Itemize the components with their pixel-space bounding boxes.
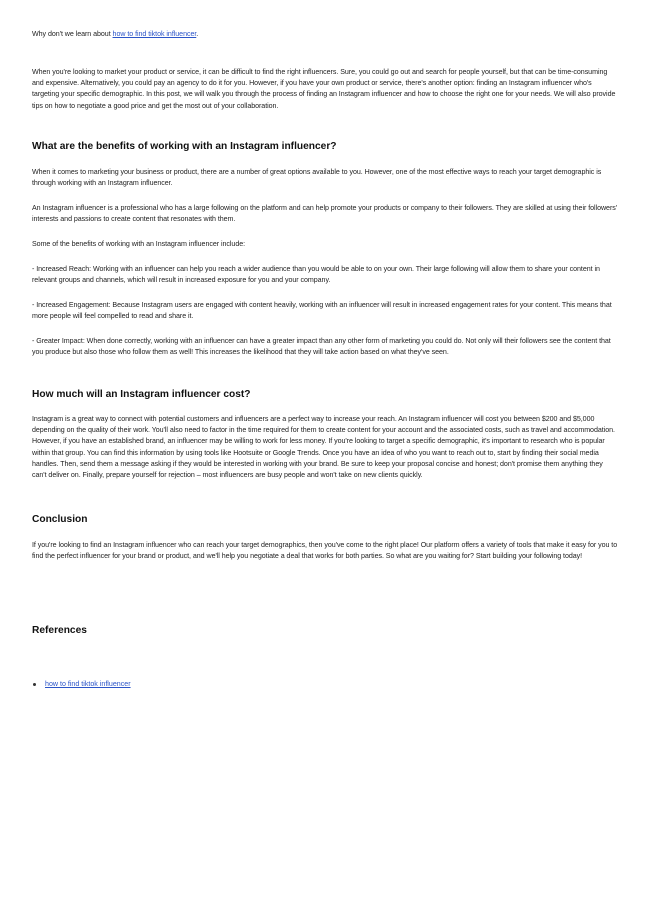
intro-paragraph: When you're looking to market your product or service, it can be difficult to find the right influencers. Sure, you could go out and search for people yourself, but that can be time-consuming and expensive. Alternatively, you could pay an agency to do it for you. However, if you have your own product or service, there's another option: finding an Instagram influencer who's targeting your specific demographic. In this post, we will walk you through the process of finding an Instagram influencer and how to choose the right one for your needs. We will also provide tips on how to negotiate a good price and get the most out of your collaboration. — [32, 68, 616, 110]
benefit-engagement: - Increased Engagement: Because Instagram users are engaged with content heavily, working with an influencer will result in increased engagement rates for your content. This means that more people will feel compelled to read and share it. — [32, 301, 612, 321]
intro-link[interactable]: how to find tiktok influencer — [112, 30, 197, 38]
reference-item — [32, 679, 131, 690]
reference-link[interactable]: how to find tiktok influencer — [45, 680, 131, 688]
cost-heading: How much will an Instagram influencer cost? — [32, 389, 251, 400]
conclusion-heading: Conclusion — [32, 514, 88, 525]
benefits-heading: What are the benefits of working with an Instagram influencer? — [32, 141, 337, 152]
references-list — [32, 679, 131, 690]
bullet-icon — [33, 683, 36, 686]
benefits-paragraph-2: An Instagram influencer is a professional who has a large following on the platform and can help promote your products or company to their followers. They are skilled at using their followers' interests and passions to create content that resonates with them. — [32, 204, 618, 224]
intro-prefix: Why don't we learn about — [32, 30, 113, 38]
benefit-impact: - Greater Impact: When done correctly, working with an influencer can have a greater impact than any other form of marketing you could do. Not only will their followers see the content that you produce but also those who follow them as well! This increases the likelihood that they will take action based on what they've seen. — [32, 337, 611, 357]
conclusion-paragraph: If you're looking to find an Instagram influencer who can reach your target demographics, then you've come to the right place! Our platform offers a variety of tools that make it easy for you to find the perfect influencer for your brand or product, and we'll help you negotiate a deal that works for both parties. So what are you waiting for? Start building your following today! — [32, 541, 618, 561]
benefits-paragraph-3: Some of the benefits of working with an Instagram influencer include: — [32, 240, 246, 248]
benefits-paragraph-1: When it comes to marketing your business or product, there are a number of great options available to you. However, one of the most effective ways to reach your target demographic is through working with an Instagram influencer. — [32, 168, 602, 188]
references-heading: References — [32, 625, 87, 636]
benefit-reach: - Increased Reach: Working with an influencer can help you reach a wider audience than you would be able to on your own. Their large following will allow them to share your content in relevant groups and channels, which will result in increased exposure for you and your company. — [32, 265, 600, 285]
intro-suffix: . — [196, 30, 199, 38]
intro-line — [32, 29, 618, 40]
cost-paragraph: Instagram is a great way to connect with potential customers and influencers are a perfect way to increase your reach. An Instagram influencer will cost you between $200 and $5,000 depending on the quality of their work. You'll also need to factor in the time required for them to create content for your account and the associated costs, such as travel and accommodation. However, if you have an established brand, an influencer may be willing to work for less money. If you're looking to target a specific demographic, it's important to research who is popular within that group. You can find this information by using tools like Hootsuite or Google Trends. Once you have an idea of who you want to reach out to, start by finding their social media handles. Then, send them a message asking if they would be interested in working with your brand. Be sure to keep your proposal concise and honest; don't promise them anything they can't deliver on. Finally, prepare yourself for rejection – most influencers are busy people and won't take on new clients quickly. — [32, 415, 615, 480]
